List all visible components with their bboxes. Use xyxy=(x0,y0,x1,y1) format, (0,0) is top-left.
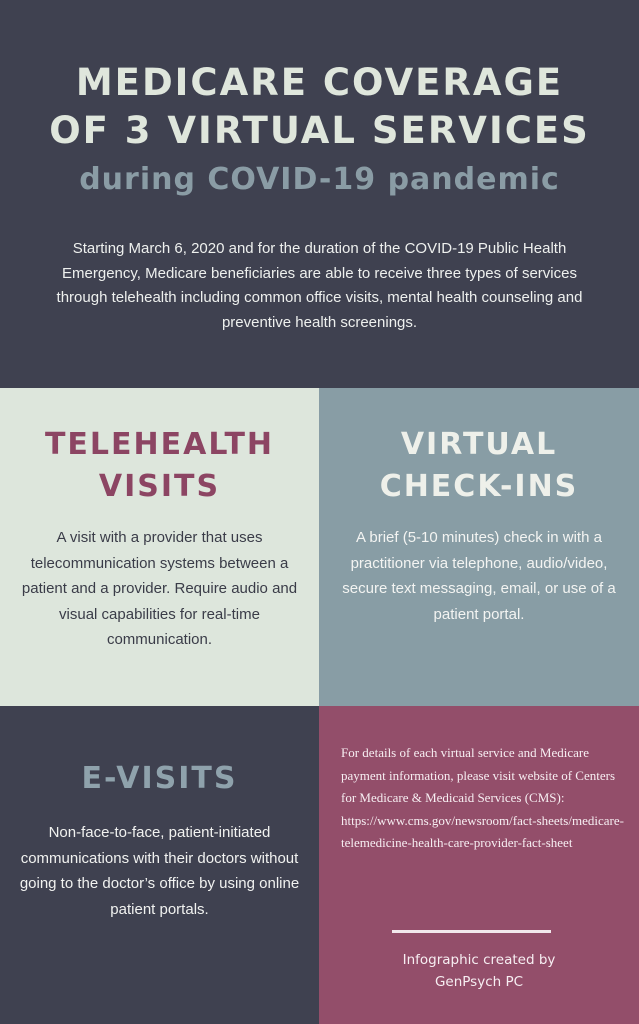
telehealth-heading-line-1: TELEHEALTH xyxy=(44,427,275,462)
header-section xyxy=(0,0,639,388)
checkins-description: A brief (5-10 minutes) check in with a practitioner via telephone, audio/video, secure text messaging, email, or use of a patient portal. xyxy=(342,529,616,623)
checkins-panel xyxy=(319,388,639,706)
telehealth-panel xyxy=(0,388,319,706)
subtitle: during COVID-19 pandemic xyxy=(79,162,560,197)
info-panel xyxy=(319,706,639,1024)
checkins-heading-line-2: CHECK-INS xyxy=(379,469,579,504)
cms-url-link[interactable]: https://www.cms.gov/newsroom/fact-sheets/medicare-telemedicine-health-care-provider-fact-sheet xyxy=(341,812,624,851)
evisits-heading: E-VISITS xyxy=(81,761,238,796)
intro-paragraph: Starting March 6, 2020 and for the duration of the COVID-19 Public Health Emergency, Medicare beneficiaries are able to receive three types of services through telehealth including common office visits, mental health counseling and preventive health screenings. xyxy=(56,240,583,331)
info-details-text: For details of each virtual service and Medicare payment information, please visit website of Centers for Medicare & Medicaid Services (CMS): xyxy=(341,745,616,806)
telehealth-heading xyxy=(0,424,319,508)
credit xyxy=(319,949,639,993)
telehealth-heading-line-2: VISITS xyxy=(98,469,221,504)
info-details xyxy=(341,742,626,855)
checkins-heading-line-1: VIRTUAL xyxy=(400,427,558,462)
evisits-panel xyxy=(0,706,319,1024)
checkins-heading xyxy=(319,424,639,508)
title-line-2: OF 3 VIRTUAL SERVICES xyxy=(49,109,590,152)
credit-line-2: GenPsych PC xyxy=(434,974,524,990)
telehealth-description: A visit with a provider that uses telecommunication systems between a patient and a provider. Require audio and visual capabilities for real-time communication. xyxy=(21,529,298,648)
evisits-description: Non-face-to-face, patient-initiated communications with their doctors without going to the doctor’s office by using online patient portals. xyxy=(19,824,300,918)
credit-line-1: Infographic created by xyxy=(402,952,556,968)
divider xyxy=(392,930,551,933)
title-line-1: MEDICARE COVERAGE xyxy=(75,61,564,104)
